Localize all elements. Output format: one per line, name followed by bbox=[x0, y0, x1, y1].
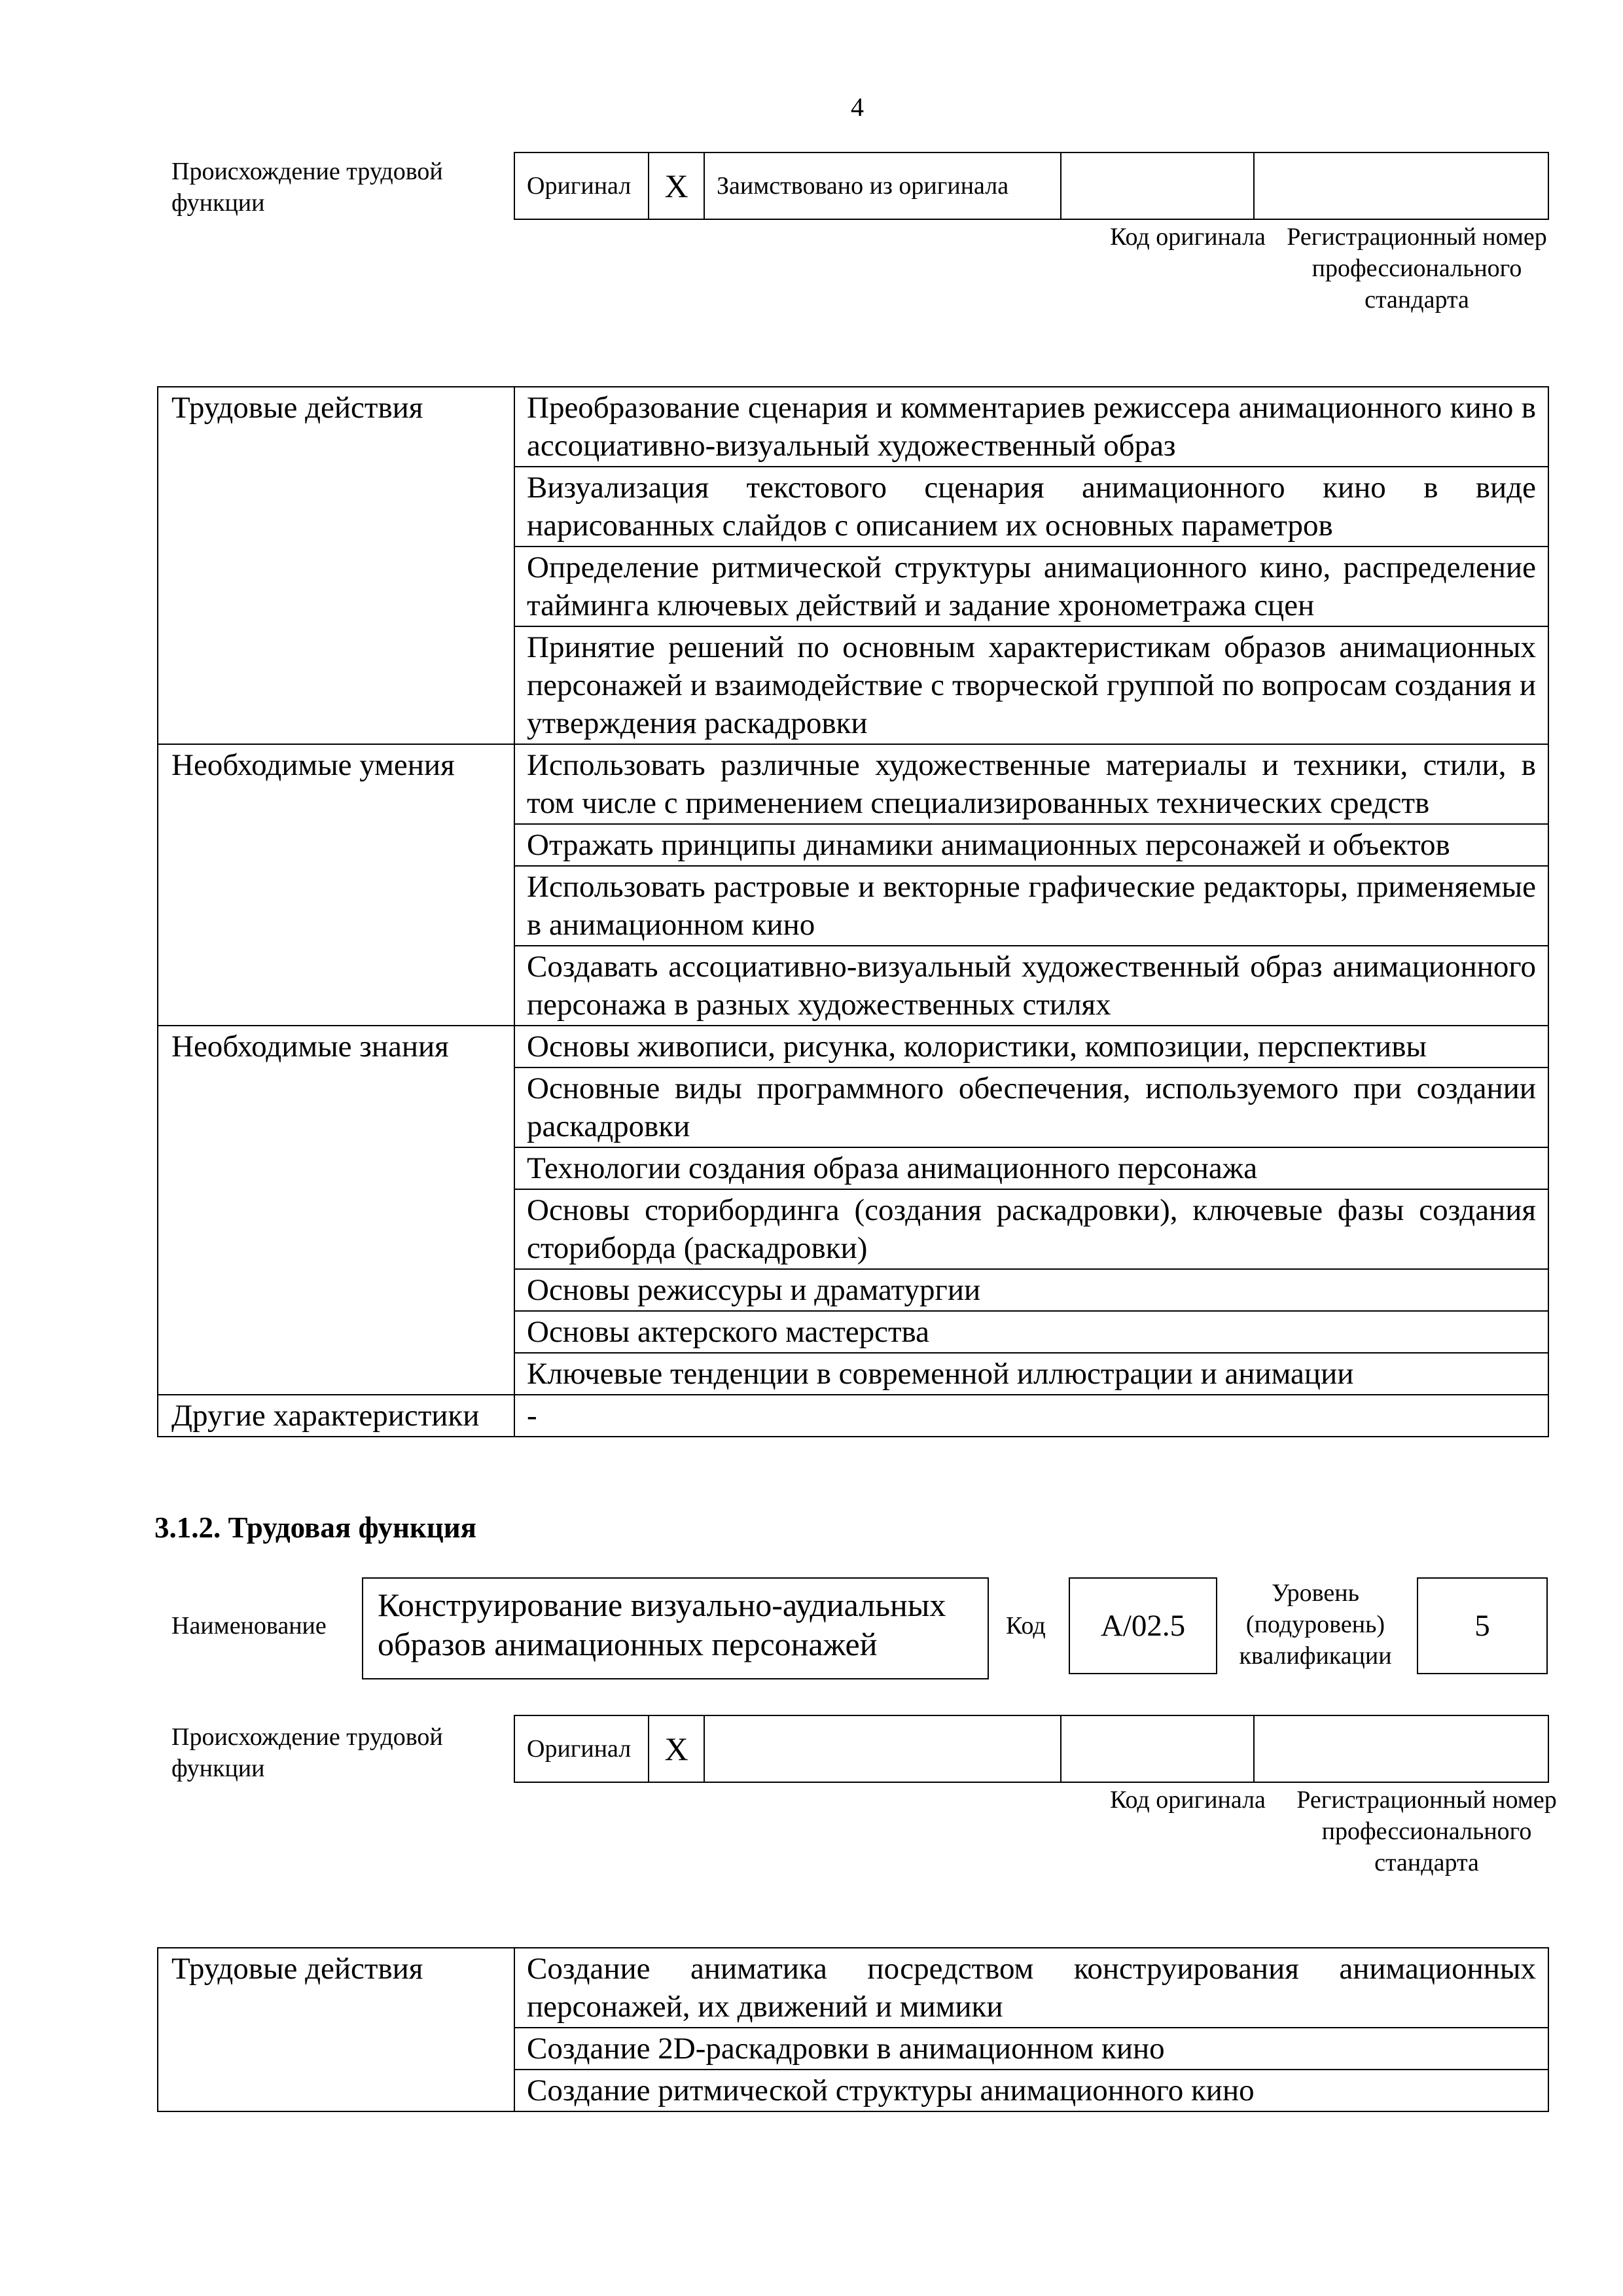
origin-original-2: Оригинал bbox=[514, 1715, 649, 1782]
function-code: A/02.5 bbox=[1069, 1577, 1217, 1674]
qualification-level: 5 bbox=[1417, 1577, 1548, 1674]
table-cell: Основы актерского мастерства bbox=[514, 1311, 1548, 1353]
origin-mark-2: X bbox=[649, 1715, 704, 1782]
origin-code-cell bbox=[1061, 152, 1254, 219]
table-row bbox=[158, 744, 1548, 824]
table-cell: Технологии создания образа анимационного персонажа bbox=[514, 1147, 1548, 1189]
table-cell: Использовать различные художественные материалы и техники, стили, в том числе с применением специализированных технических средств bbox=[514, 744, 1548, 824]
row-group-label: Трудовые действия bbox=[158, 1948, 514, 2111]
table-row bbox=[158, 1395, 1548, 1437]
table-cell: Основы сторибординга (создания раскадровки), ключевые фазы создания сториборда (раскадровки) bbox=[514, 1189, 1548, 1269]
function-name: Конструирование визуально-аудиальных образов анимационных персонажей bbox=[362, 1577, 989, 1679]
page-number: 4 bbox=[851, 92, 864, 122]
code-caption-2: Код оригинала bbox=[1110, 1786, 1266, 1814]
table-row bbox=[158, 1026, 1548, 1067]
origin-mark: X bbox=[649, 152, 704, 219]
row-group-label: Необходимые умения bbox=[158, 744, 514, 1026]
row-group-label: Необходимые знания bbox=[158, 1026, 514, 1395]
table-cell: Преобразование сценария и комментариев режиссера анимационного кино в ассоциативно-визуальный художественный образ bbox=[514, 387, 1548, 467]
row-group-label: Другие характеристики bbox=[158, 1395, 514, 1437]
table-cell: Создавать ассоциативно-визуальный художественный образ анимационного персонажа в разных художественных стилях bbox=[514, 946, 1548, 1026]
table-cell: Отражать принципы динамики анимационных персонажей и объектов bbox=[514, 824, 1548, 866]
reg-caption-2: Регистрационный номер профессионального стандарта bbox=[1296, 1786, 1557, 1876]
table-cell: Ключевые тенденции в современной иллюстрации и анимации bbox=[514, 1353, 1548, 1395]
table-cell: Определение ритмической структуры анимационного кино, распределение тайминга ключевых действий и задание хронометража сцен bbox=[514, 547, 1548, 626]
table-cell: Визуализация текстового сценария анимационного кино в виде нарисованных слайдов с описанием их основных параметров bbox=[514, 467, 1548, 547]
table-cell: Создание ритмической структуры анимационного кино bbox=[514, 2070, 1548, 2111]
origin-borrowed-cell-2 bbox=[704, 1715, 1061, 1782]
table-cell: - bbox=[514, 1395, 1548, 1437]
row-group-label: Трудовые действия bbox=[158, 387, 514, 744]
table-cell: Принятие решений по основным характеристикам образов анимационных персонажей и взаимодействие с творческой группой по вопросам создания и утверждения раскадровки bbox=[514, 626, 1548, 744]
name-label: Наименование bbox=[171, 1612, 327, 1640]
section-title: 3.1.2. Трудовая функция bbox=[154, 1511, 477, 1544]
table-cell: Основы живописи, рисунка, колористики, композиции, перспективы bbox=[514, 1026, 1548, 1067]
origin-table-2 bbox=[514, 1715, 1549, 1783]
origin-original: Оригинал bbox=[514, 152, 649, 219]
labor-function-table bbox=[157, 386, 1549, 1437]
table-cell: Создание аниматика посредством конструирования анимационных персонажей, их движений и мимики bbox=[514, 1948, 1548, 2028]
origin-reg-cell bbox=[1254, 152, 1548, 219]
code-label: Код bbox=[1006, 1612, 1046, 1640]
origin-table bbox=[514, 152, 1549, 220]
origin-borrowed: Заимствовано из оригинала bbox=[704, 152, 1061, 219]
table-cell: Основы режиссуры и драматургии bbox=[514, 1269, 1548, 1311]
origin-code-cell-2 bbox=[1061, 1715, 1254, 1782]
labor-actions-table-2 bbox=[157, 1947, 1549, 2112]
code-caption: Код оригинала bbox=[1110, 223, 1266, 251]
origin-label-2: Происхождение трудовой функции bbox=[171, 1723, 443, 1782]
table-cell: Основные виды программного обеспечения, используемого при создании раскадровки bbox=[514, 1067, 1548, 1147]
table-row bbox=[158, 387, 1548, 467]
origin-label: Происхождение трудовой функции bbox=[171, 158, 443, 217]
table-cell: Использовать растровые и векторные графические редакторы, применяемые в анимационном кино bbox=[514, 866, 1548, 946]
table-cell: Создание 2D-раскадровки в анимационном кино bbox=[514, 2028, 1548, 2070]
level-label: Уровень (подуровень) квалификации bbox=[1239, 1579, 1392, 1670]
origin-reg-cell-2 bbox=[1254, 1715, 1548, 1782]
reg-caption: Регистрационный номер профессионального стандарта bbox=[1287, 223, 1547, 314]
table-row bbox=[158, 1948, 1548, 2028]
